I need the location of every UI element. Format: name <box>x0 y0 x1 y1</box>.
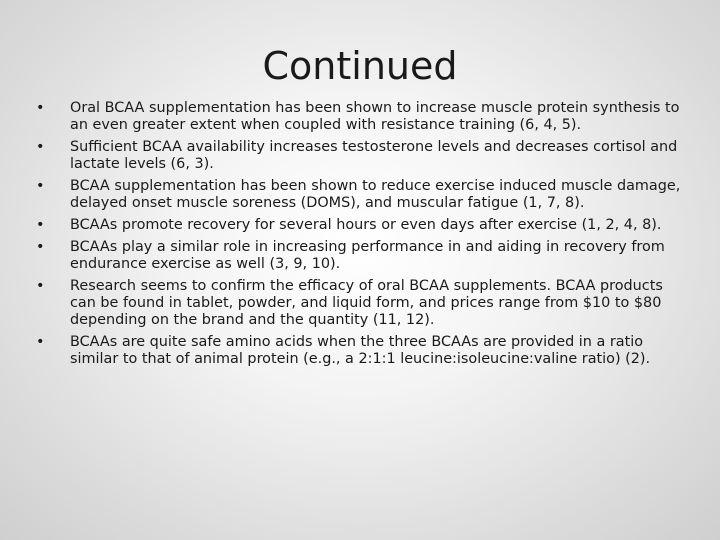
bullet-text: Sufficient BCAA availability increases testosterone levels and decreases cortisol and lactate levels (6, 3). <box>70 139 678 172</box>
bullet-text: Research seems to confirm the efficacy of oral BCAA supplements. BCAA products can be found in tablet, powder, and liquid form, and prices range from $10 to $80 depending on the brand and the quantity (11, 12). <box>70 278 663 328</box>
bullet-item <box>36 278 686 329</box>
bullet-icon: • <box>36 278 45 294</box>
bullet-text: BCAA supplementation has been shown to reduce exercise induced muscle damage, delayed onset muscle soreness (DOMS), and muscular fatigue (1, 7, 8). <box>70 178 681 211</box>
bullet-item <box>36 139 686 173</box>
bullet-icon: • <box>36 178 45 194</box>
bullet-text: BCAAs are quite safe amino acids when the three BCAAs are provided in a ratio similar to that of animal protein (e.g., a 2:1:1 leucine:isoleucine:valine ratio) (2). <box>70 334 651 367</box>
bullet-icon: • <box>36 139 45 155</box>
bullet-text: Oral BCAA supplementation has been shown to increase muscle protein synthesis to an even greater extent when coupled with resistance training (6, 4, 5). <box>70 100 680 133</box>
bullet-item <box>36 217 686 234</box>
bullet-icon: • <box>36 334 45 350</box>
bullet-text: BCAAs promote recovery for several hours or even days after exercise (1, 2, 4, 8). <box>70 217 662 233</box>
bullet-text: BCAAs play a similar role in increasing performance in and aiding in recovery from endurance exercise as well (3, 9, 10). <box>70 239 665 272</box>
slide-title: Continued <box>262 44 458 88</box>
bullet-item <box>36 334 686 368</box>
bullet-icon: • <box>36 217 45 233</box>
bullet-icon: • <box>36 239 45 255</box>
bullet-item <box>36 178 686 212</box>
bullet-list <box>36 100 686 373</box>
bullet-icon: • <box>36 100 45 116</box>
bullet-item <box>36 239 686 273</box>
bullet-item <box>36 100 686 134</box>
